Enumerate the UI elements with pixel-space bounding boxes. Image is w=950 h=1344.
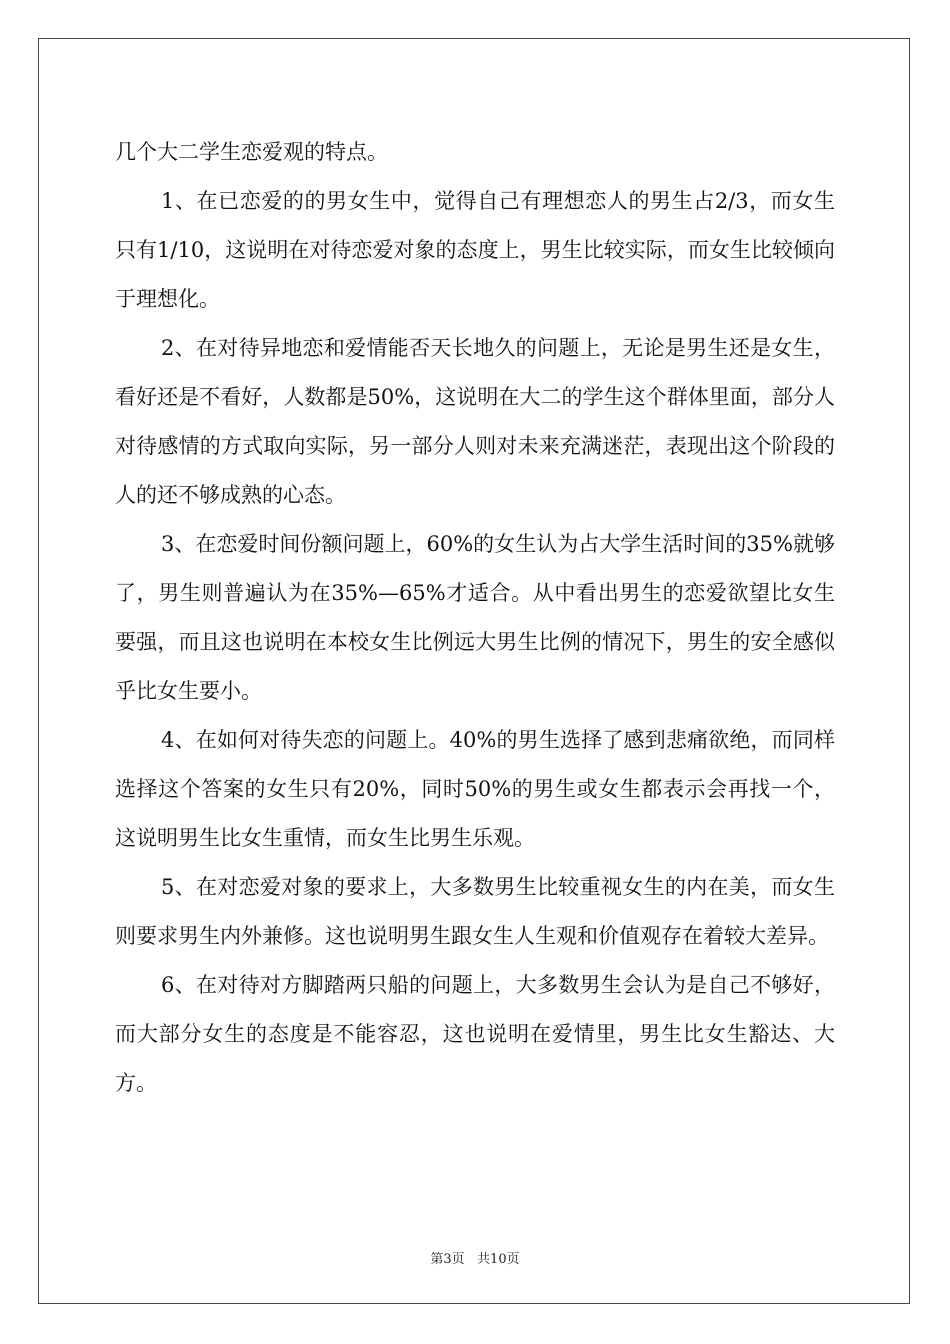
paragraph-point-4: 4、在如何对待失恋的问题上。40%的男生选择了感到悲痛欲绝，而同样选择这个答案的女生只有20%，同时50%的男生或女生都表示会再找一个，这说明男生比女生重情，而女生比男生乐观。 [115,728,835,850]
page-number-footer: 第3页 共10页 [430,1252,520,1267]
paragraph-intro: 几个大二学生恋爱观的特点。 [115,140,388,164]
paragraph-point-1: 1、在已恋爱的的男女生中，觉得自己有理想恋人的男生占2/3，而女生只有1/10，这说明在对待恋爱对象的态度上，男生比较实际，而女生比较倾向于理想化。 [115,189,835,311]
paragraph-point-6: 6、在对待对方脚踏两只船的问题上，大多数男生会认为是自己不够好，而大部分女生的态度是不能容忍，这也说明在爱情里，男生比女生豁达、大方。 [115,973,835,1095]
paragraph-point-3: 3、在恋爱时间份额问题上，60%的女生认为占大学生活时间的35%就够了，男生则普遍认为在35%—65%才适合。从中看出男生的恋爱欲望比女生要强，而且这也说明在本校女生比例远大男生比例的情况下，男生的安全感似乎比女生要小。 [115,532,835,703]
document-body [115,128,835,1108]
paragraph-point-5: 5、在对恋爱对象的要求上，大多数男生比较重视女生的内在美，而女生则要求男生内外兼修。这也说明男生跟女生人生观和价值观存在着较大差异。 [115,875,835,948]
paragraph-point-2: 2、在对待异地恋和爱情能否天长地久的问题上，无论是男生还是女生，看好还是不看好，人数都是50%，这说明在大二的学生这个群体里面，部分人对待感情的方式取向实际，另一部分人则对未来充满迷茫，表现出这个阶段的人的还不够成熟的心态。 [115,336,835,507]
